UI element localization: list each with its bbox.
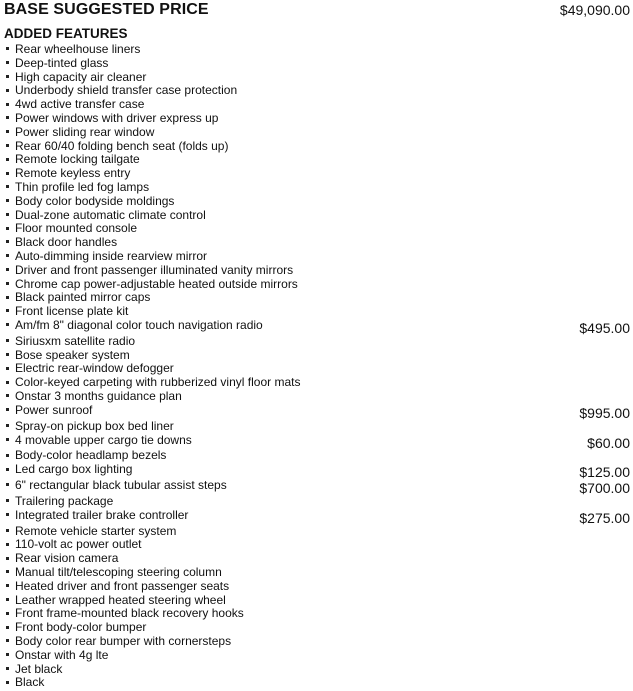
feature-item (4, 98, 630, 112)
feature-name (4, 98, 144, 112)
bullet-icon (6, 499, 9, 502)
feature-item (4, 181, 630, 195)
feature-item (4, 250, 630, 264)
feature-item (4, 71, 630, 85)
bullet-icon (6, 339, 9, 342)
feature-name (4, 390, 182, 404)
feature-item (4, 167, 630, 181)
feature-name (4, 319, 263, 333)
feature-name (4, 525, 176, 539)
feature-name (4, 181, 149, 195)
bullet-icon (6, 323, 9, 326)
bullet-icon (6, 213, 9, 216)
bullet-icon (6, 557, 9, 560)
feature-name (4, 635, 231, 649)
feature-label: Black door handles (15, 235, 118, 250)
feature-item (4, 538, 630, 552)
bullet-icon (6, 227, 9, 230)
feature-name (4, 594, 226, 608)
feature-label: Remote locking tailgate (15, 152, 140, 167)
feature-name (4, 463, 132, 477)
feature-name (4, 222, 137, 236)
feature-label: High capacity air cleaner (15, 69, 147, 84)
feature-label: Driver and front passenger illuminated vanity mirrors (15, 262, 294, 277)
feature-name (4, 362, 174, 376)
feature-label: Remote vehicle starter system (15, 523, 177, 538)
feature-label: 6" rectangular black tubular assist steps (15, 478, 227, 493)
feature-label: Bose speaker system (15, 347, 130, 362)
feature-name (4, 621, 146, 635)
feature-price: $700.00 (579, 480, 630, 497)
bullet-icon (6, 103, 9, 106)
added-features-list (4, 43, 630, 690)
feature-item (4, 566, 630, 580)
bullet-icon (6, 639, 9, 642)
feature-label: Rear 60/40 folding bench seat (folds up) (15, 138, 229, 153)
feature-name (4, 335, 135, 349)
feature-name (4, 404, 92, 418)
feature-label: Deep-tinted glass (15, 55, 109, 70)
feature-item (4, 390, 630, 404)
bullet-icon (6, 667, 9, 670)
feature-item (4, 621, 630, 635)
feature-name (4, 305, 128, 319)
feature-item (4, 404, 630, 420)
feature-label: 4wd active transfer case (15, 97, 145, 112)
feature-label: Jet black (15, 661, 63, 676)
bullet-icon (6, 681, 9, 684)
bullet-icon (6, 381, 9, 384)
feature-name (4, 420, 174, 434)
feature-label: Black (15, 675, 45, 690)
feature-item (4, 676, 630, 690)
feature-label: Heated driver and front passenger seats (15, 578, 230, 593)
feature-label: Power windows with driver express up (15, 110, 219, 125)
feature-name (4, 580, 229, 594)
bullet-icon (6, 653, 9, 656)
feature-item (4, 305, 630, 319)
feature-name (4, 291, 150, 305)
feature-name (4, 663, 62, 677)
feature-name (4, 43, 140, 57)
feature-label: Power sunroof (15, 402, 93, 417)
feature-item (4, 463, 630, 479)
bullet-icon (6, 529, 9, 532)
feature-item (4, 209, 630, 223)
bullet-icon (6, 130, 9, 133)
bullet-icon (6, 89, 9, 92)
feature-label: Spray-on pickup box bed liner (15, 418, 174, 433)
feature-item (4, 140, 630, 154)
feature-item (4, 376, 630, 390)
feature-item (4, 291, 630, 305)
feature-item (4, 635, 630, 649)
feature-item (4, 495, 630, 509)
feature-name (4, 209, 206, 223)
feature-name (4, 236, 117, 250)
feature-name (4, 509, 188, 523)
feature-name (4, 71, 146, 85)
feature-label: Front body-color bumper (15, 620, 147, 635)
feature-label: Underbody shield transfer case protection (15, 83, 238, 98)
feature-price: $495.00 (579, 319, 630, 336)
feature-price: $275.00 (579, 509, 630, 526)
feature-name (4, 676, 44, 690)
feature-name (4, 566, 222, 580)
feature-name (4, 607, 244, 621)
base-price-title: BASE SUGGESTED PRICE (4, 1, 209, 18)
feature-item (4, 319, 630, 335)
feature-label: Thin profile led fog lamps (15, 179, 150, 194)
feature-label: Power sliding rear window (15, 124, 155, 139)
feature-name (4, 376, 300, 390)
bullet-icon (6, 483, 9, 486)
bullet-icon (6, 172, 9, 175)
feature-name (4, 167, 130, 181)
feature-name (4, 126, 154, 140)
bullet-icon (6, 367, 9, 370)
bullet-icon (6, 240, 9, 243)
feature-item (4, 349, 630, 363)
bullet-icon (6, 408, 9, 411)
feature-label: Onstar 3 months guidance plan (15, 389, 182, 404)
feature-label: Siriusxm satellite radio (15, 333, 136, 348)
feature-item (4, 112, 630, 126)
feature-label: Am/fm 8" diagonal color touch navigation radio (15, 317, 263, 332)
bullet-icon (6, 584, 9, 587)
bullet-icon (6, 424, 9, 427)
bullet-icon (6, 598, 9, 601)
feature-label: Onstar with 4g lte (15, 647, 109, 662)
feature-item (4, 264, 630, 278)
feature-item (4, 649, 630, 663)
feature-name (4, 264, 293, 278)
feature-label: Color-keyed carpeting with rubberized vinyl floor mats (15, 375, 301, 390)
bullet-icon (6, 47, 9, 50)
feature-item (4, 607, 630, 621)
feature-label: Manual tilt/telescoping steering column (15, 565, 222, 580)
feature-label: Auto-dimming inside rearview mirror (15, 248, 208, 263)
feature-item (4, 479, 630, 495)
bullet-icon (6, 158, 9, 161)
feature-label: Body-color headlamp bezels (15, 448, 167, 463)
bullet-icon (6, 296, 9, 299)
base-price-row (4, 0, 630, 20)
feature-item (4, 525, 630, 539)
bullet-icon (6, 309, 9, 312)
bullet-icon (6, 268, 9, 271)
feature-item (4, 552, 630, 566)
feature-item (4, 449, 630, 463)
bullet-icon (6, 454, 9, 457)
feature-label: Body color bodyside moldings (15, 193, 175, 208)
feature-label: 4 movable upper cargo tie downs (15, 432, 192, 447)
feature-item (4, 126, 630, 140)
feature-price: $125.00 (579, 464, 630, 481)
feature-label: Body color rear bumper with cornersteps (15, 634, 232, 649)
feature-name (4, 552, 118, 566)
feature-label: Electric rear-window defogger (15, 361, 174, 376)
feature-price: $995.00 (579, 404, 630, 421)
bullet-icon (6, 144, 9, 147)
feature-name (4, 195, 174, 209)
bullet-icon (6, 394, 9, 397)
feature-item (4, 222, 630, 236)
feature-label: Integrated trailer brake controller (15, 507, 189, 522)
feature-name (4, 349, 130, 363)
bullet-icon (6, 185, 9, 188)
bullet-icon (6, 612, 9, 615)
bullet-icon (6, 75, 9, 78)
feature-item (4, 335, 630, 349)
feature-name (4, 538, 142, 552)
bullet-icon (6, 468, 9, 471)
feature-name (4, 649, 108, 663)
feature-name (4, 495, 113, 509)
feature-item (4, 509, 630, 525)
feature-label: Black painted mirror caps (15, 290, 151, 305)
feature-label: Dual-zone automatic climate control (15, 207, 206, 222)
feature-item (4, 153, 630, 167)
feature-item (4, 195, 630, 209)
feature-label: Rear vision camera (15, 551, 119, 566)
bullet-icon (6, 570, 9, 573)
bullet-icon (6, 199, 9, 202)
feature-item (4, 84, 630, 98)
feature-label: Trailering package (15, 493, 114, 508)
bullet-icon (6, 438, 9, 441)
feature-label: 110-volt ac power outlet (15, 537, 142, 552)
feature-item (4, 580, 630, 594)
feature-name (4, 153, 140, 167)
feature-name (4, 112, 218, 126)
feature-label: Rear wheelhouse liners (15, 42, 141, 56)
feature-name (4, 250, 207, 264)
feature-label: Leather wrapped heated steering wheel (15, 592, 226, 607)
feature-name (4, 449, 166, 463)
added-features-heading: ADDED FEATURES (4, 26, 128, 41)
feature-label: Chrome cap power-adjustable heated outside mirrors (15, 276, 298, 291)
feature-name (4, 479, 227, 493)
bullet-icon (6, 254, 9, 257)
feature-label: Floor mounted console (15, 221, 138, 236)
bullet-icon (6, 61, 9, 64)
feature-item (4, 43, 630, 57)
feature-item (4, 594, 630, 608)
feature-label: Front frame-mounted black recovery hooks (15, 606, 244, 621)
bullet-icon (6, 513, 9, 516)
bullet-icon (6, 543, 9, 546)
feature-name (4, 434, 192, 448)
feature-name (4, 57, 108, 71)
feature-label: Remote keyless entry (15, 166, 131, 181)
feature-label: Led cargo box lighting (15, 462, 133, 477)
bullet-icon (6, 282, 9, 285)
feature-name (4, 278, 298, 292)
base-price-value: $49,090.00 (559, 2, 630, 18)
bullet-icon (6, 626, 9, 629)
bullet-icon (6, 116, 9, 119)
feature-name (4, 84, 237, 98)
feature-item (4, 57, 630, 71)
feature-name (4, 140, 228, 154)
feature-item (4, 434, 630, 450)
feature-item (4, 362, 630, 376)
feature-item (4, 236, 630, 250)
bullet-icon (6, 353, 9, 356)
feature-item (4, 278, 630, 292)
feature-item (4, 420, 630, 434)
feature-label: Front license plate kit (15, 304, 129, 319)
feature-item (4, 663, 630, 677)
feature-price: $60.00 (587, 434, 630, 451)
